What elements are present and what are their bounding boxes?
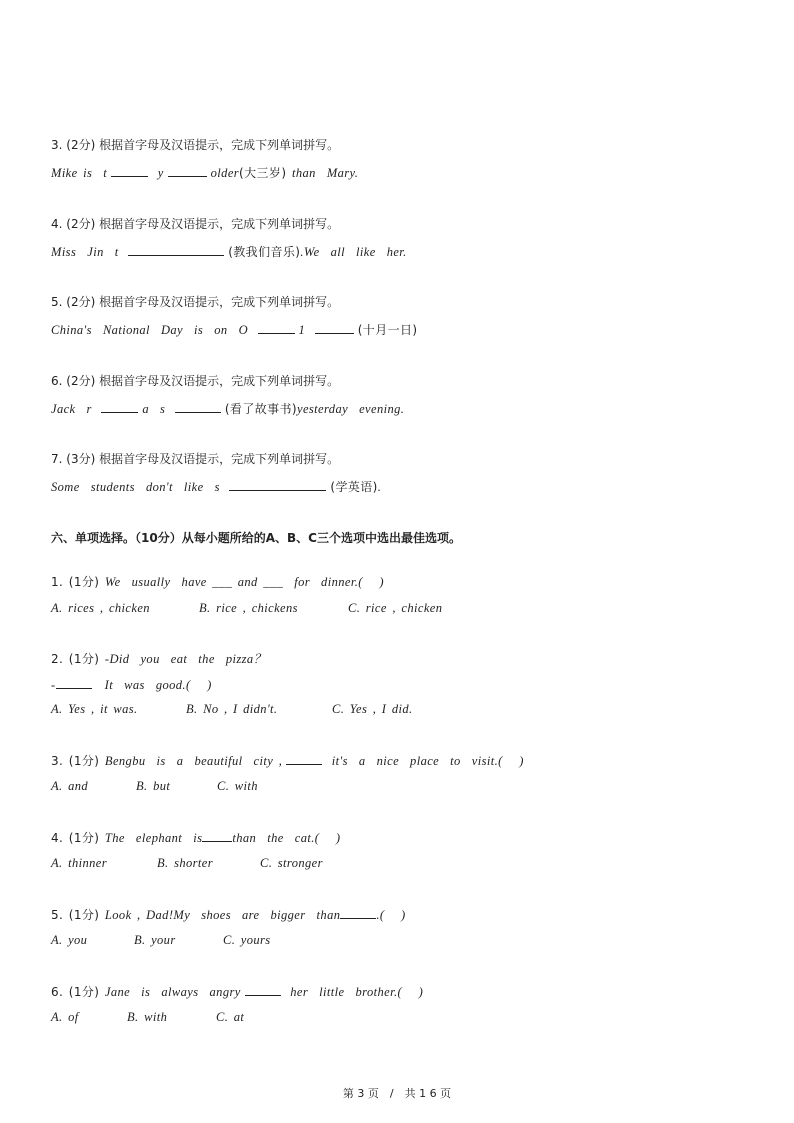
option-b[interactable]: B. No , I didn't. [186,702,278,716]
question-3-sentence: Mike is t y older(大三岁) than Mary. [51,166,359,180]
question-3-header: 3. (2分) 根据首字母及汉语提示，完成下列单词拼写。 [51,138,340,152]
option-a[interactable]: A. Yes , it was. [51,702,138,716]
answer-blank[interactable] [168,165,207,177]
option-b[interactable]: B. shorter [157,856,213,870]
choice-question-3-stem: 3. (1分) Bengbu is a beautiful city , it's a nice place to visit.( ) [51,754,524,768]
option-c[interactable]: C. rice , chicken [348,601,443,615]
choice-question-4-stem: 4. (1分) The elephant is than the cat.( ) [51,831,341,845]
option-c[interactable]: C. at [216,1010,245,1024]
option-b[interactable]: B. rice , chickens [199,601,298,615]
answer-blank[interactable] [202,830,232,842]
question-4-sentence: Miss Jin t (教我们音乐).We all like her. [51,245,407,259]
option-a[interactable]: A. rices , chicken [51,601,150,615]
choice-question-1-stem: 1. (1分) We usually have ___ and ___ for dinner.( ) [51,575,384,589]
section-heading: 六、单项选择。（10分）从每小题所给的A、B、C三个选项中选出最佳选项。 [51,531,461,545]
answer-blank[interactable] [128,244,224,256]
question-5-sentence: China's National Day is on O 1 (十月一日) [51,323,418,337]
page-footer: 第 3 页 / 共 1 6 页 [342,1087,452,1100]
option-b[interactable]: B. but [136,779,171,793]
choice-question-2-stem: 2. (1分) -Did you eat the pizza？ [51,652,267,666]
option-c[interactable]: C. yours [223,933,271,947]
option-c[interactable]: C. with [217,779,258,793]
answer-blank[interactable] [315,322,354,334]
answer-blank[interactable] [111,165,148,177]
option-c[interactable]: C. Yes , I did. [332,702,413,716]
choice-question-6-stem: 6. (1分) Jane is always angry her little brother.( ) [51,985,424,999]
question-6-header: 6. (2分) 根据首字母及汉语提示，完成下列单词拼写。 [51,374,340,388]
answer-blank[interactable] [101,401,138,413]
option-c[interactable]: C. stronger [260,856,323,870]
option-a[interactable]: A. you [51,933,88,947]
choice-question-2-line2: - It was good.( ) [51,678,212,692]
answer-blank[interactable] [286,753,322,765]
question-6-sentence: Jack r a s (看了故事书)yesterday evening. [51,402,405,416]
answer-blank[interactable] [229,479,326,491]
question-7-header: 7. (3分) 根据首字母及汉语提示，完成下列单词拼写。 [51,452,340,466]
option-b[interactable]: B. your [134,933,176,947]
choice-question-5-stem: 5. (1分) Look , Dad!My shoes are bigger than .( ) [51,908,406,922]
option-a[interactable]: A. thinner [51,856,107,870]
answer-blank[interactable] [340,907,376,919]
answer-blank[interactable] [56,677,92,689]
option-a[interactable]: A. and [51,779,89,793]
option-a[interactable]: A. of [51,1010,79,1024]
question-4-header: 4. (2分) 根据首字母及汉语提示，完成下列单词拼写。 [51,217,340,231]
question-5-header: 5. (2分) 根据首字母及汉语提示，完成下列单词拼写。 [51,295,340,309]
answer-blank[interactable] [258,322,295,334]
answer-blank[interactable] [245,984,281,996]
option-b[interactable]: B. with [127,1010,168,1024]
answer-blank[interactable] [175,401,221,413]
question-7-sentence: Some students don't like s (学英语). [51,480,382,494]
